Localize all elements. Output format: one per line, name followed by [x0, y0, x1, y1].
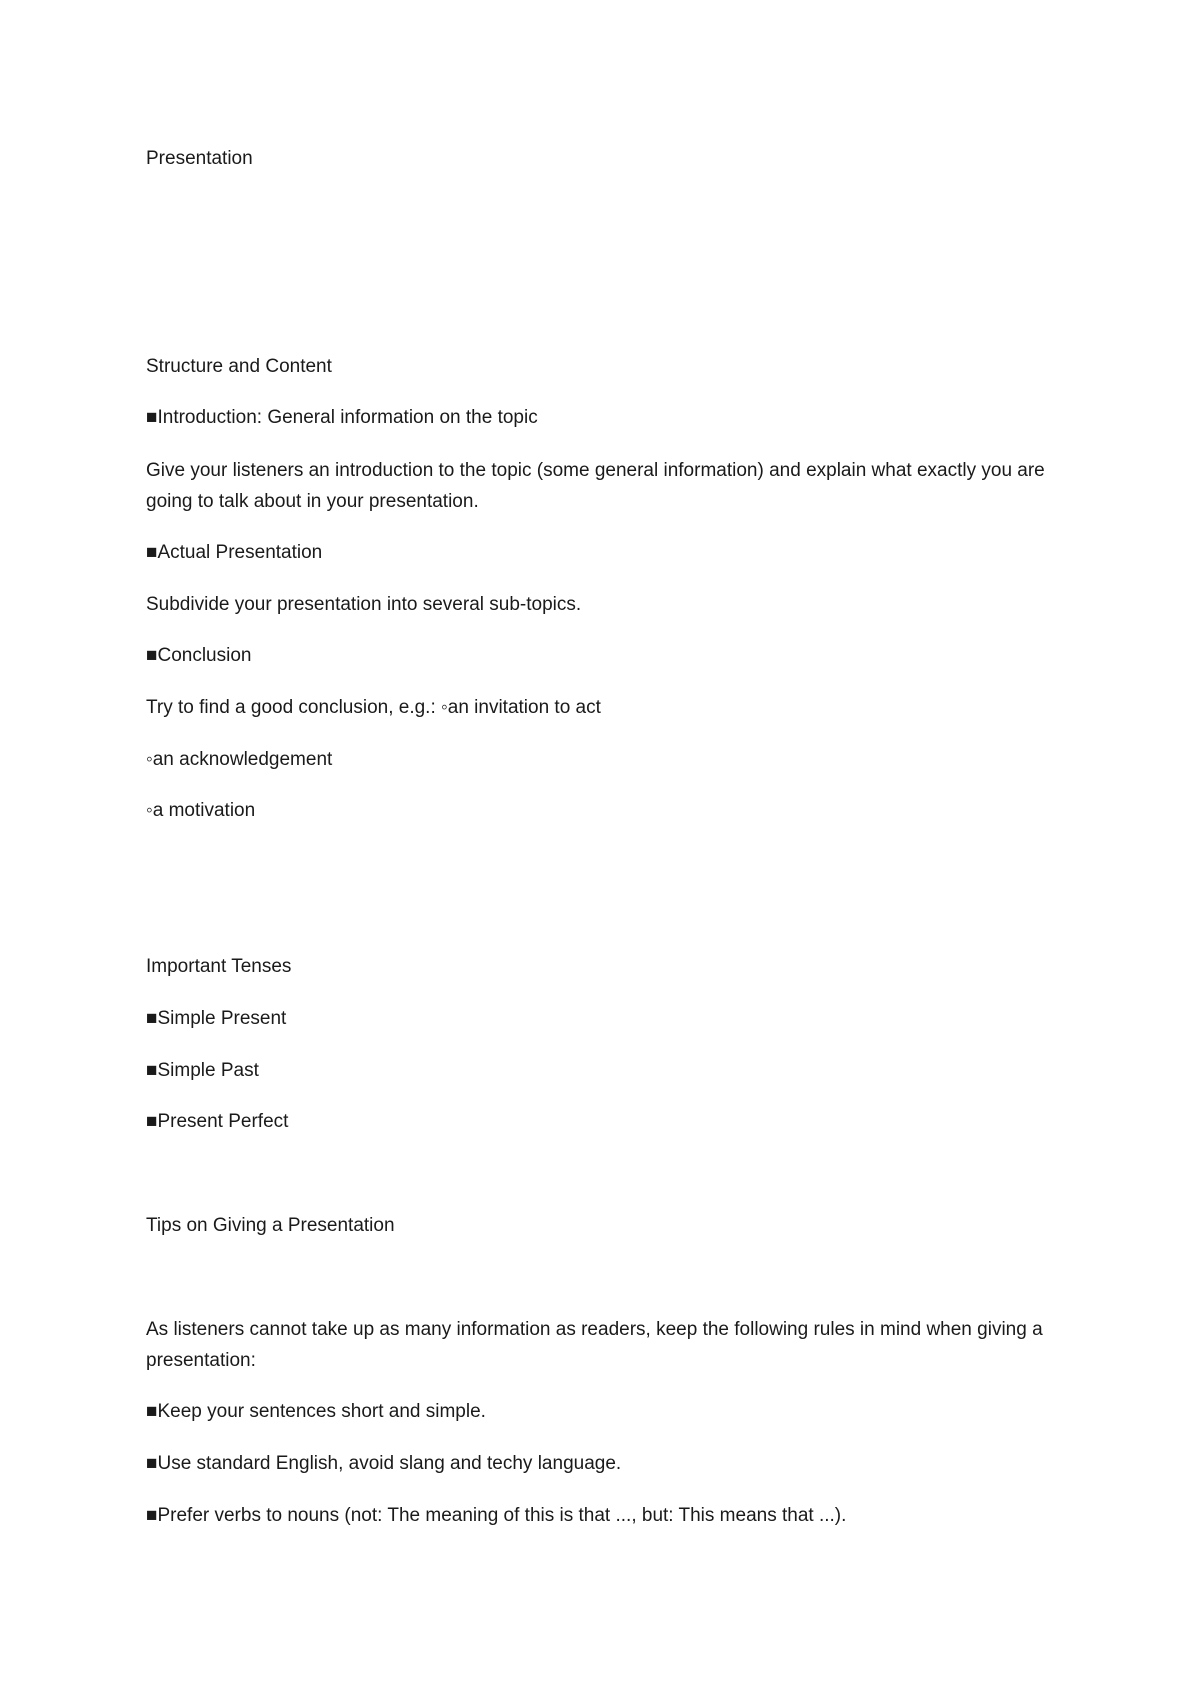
sub-item-acknowledgement: ◦an acknowledgement	[146, 749, 333, 770]
paragraph-conclusion: Try to find a good conclusion, e.g.: ◦an invitation to act	[146, 697, 601, 718]
section-heading-structure: Structure and Content	[146, 356, 332, 377]
list-item-standard-english: ■Use standard English, avoid slang and techy language.	[146, 1453, 622, 1474]
list-item-introduction: ■Introduction: General information on the topic	[146, 407, 538, 428]
list-item-conclusion: ■Conclusion	[146, 645, 252, 666]
list-item-simple-present: ■Simple Present	[146, 1008, 287, 1029]
section-heading-tips: Tips on Giving a Presentation	[146, 1215, 395, 1236]
sub-item-motivation: ◦a motivation	[146, 800, 256, 821]
section-heading-tenses: Important Tenses	[146, 956, 292, 977]
paragraph-tips-intro: As listeners cannot take up as many information as readers, keep the following rules in mind when giving a presentation:	[146, 1319, 1043, 1371]
paragraph-introduction: Give your listeners an introduction to the topic (some general information) and explain what exactly you are going to talk about in your presentation.	[146, 460, 1045, 512]
paragraph-actual-presentation: Subdivide your presentation into several sub-topics.	[146, 594, 582, 615]
list-item-simple-past: ■Simple Past	[146, 1060, 259, 1081]
document-title: Presentation	[146, 148, 253, 169]
list-item-short-sentences: ■Keep your sentences short and simple.	[146, 1401, 486, 1422]
list-item-actual-presentation: ■Actual Presentation	[146, 542, 323, 563]
list-item-present-perfect: ■Present Perfect	[146, 1111, 289, 1132]
list-item-prefer-verbs: ■Prefer verbs to nouns (not: The meaning of this is that ..., but: This means that ...).	[146, 1505, 847, 1526]
